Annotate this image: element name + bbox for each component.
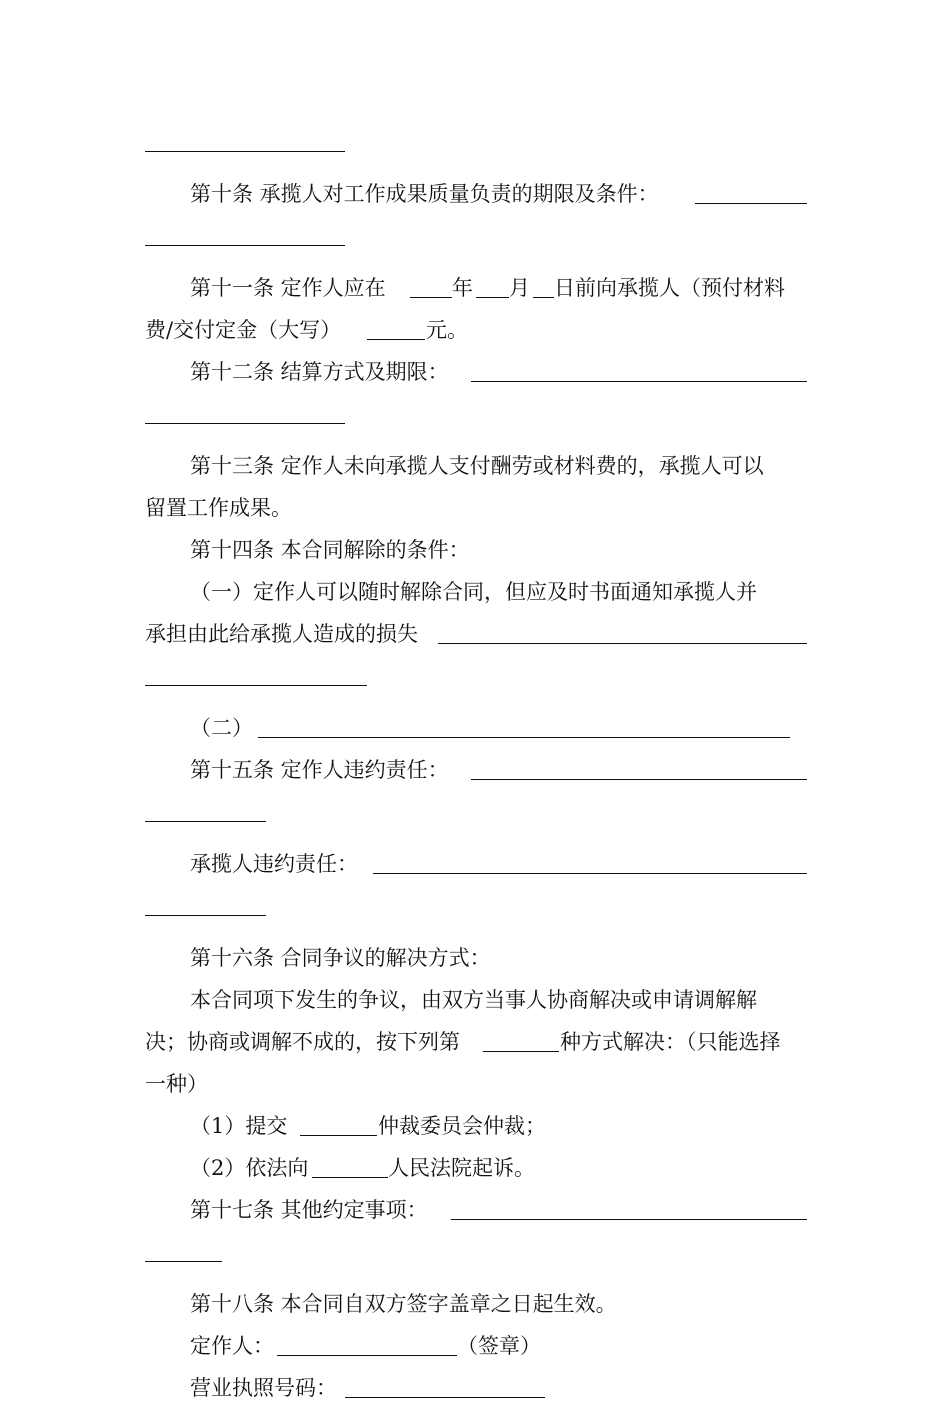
clause-16-para-3 xyxy=(145,1061,807,1103)
clause-12-text: 第十二条 结算方式及期限： xyxy=(190,360,449,384)
fill-blank[interactable] xyxy=(367,339,425,340)
party-label: 定作人： xyxy=(190,1334,274,1358)
clause-15 xyxy=(145,747,807,789)
clause-14-item-1-blank xyxy=(145,653,807,695)
option-2-text-2: 人民法院起诉。 xyxy=(388,1156,535,1180)
clause-13-cont xyxy=(145,485,807,527)
clause-15-text: 第十五条 定作人违约责任： xyxy=(190,758,449,782)
clause-15-b-text: 承揽人违约责任： xyxy=(190,852,358,876)
fill-blank[interactable] xyxy=(471,381,807,382)
clause-11 xyxy=(145,255,807,307)
clause-17-cont xyxy=(145,1229,807,1271)
clause-13-text: 第十三条 定作人未向承揽人支付酬劳或材料费的，承揽人可以 xyxy=(190,454,764,478)
license-label: 营业执照号码： xyxy=(190,1376,337,1400)
fill-blank[interactable] xyxy=(145,915,266,916)
fill-blank[interactable] xyxy=(483,1051,559,1052)
party-name-field[interactable] xyxy=(277,1355,457,1356)
clause-12 xyxy=(145,349,807,391)
fill-blank[interactable] xyxy=(373,873,807,874)
option-1-text-2: 仲裁委员会仲裁； xyxy=(378,1114,546,1138)
option-2-text: （2）依法向 xyxy=(190,1156,309,1180)
clause-11-text-3: 费/交付定金（大写） xyxy=(145,318,342,342)
clause-13 xyxy=(145,433,807,485)
clause-17-text: 第十七条 其他约定事项： xyxy=(190,1198,428,1222)
fill-blank[interactable] xyxy=(695,203,807,204)
clause-18 xyxy=(145,1271,807,1323)
clause-11-text: 第十一条 定作人应在 xyxy=(190,276,386,300)
fill-blank[interactable] xyxy=(300,1135,377,1136)
clause-16-text-5: 一种） xyxy=(145,1072,208,1096)
fill-blank[interactable] xyxy=(145,151,345,152)
clause-14-item-2-text: （二） xyxy=(190,716,253,740)
fill-blank[interactable] xyxy=(476,297,509,298)
clause-13-text-2: 留置工作成果。 xyxy=(145,496,292,520)
clause-16-para-2 xyxy=(145,1019,807,1061)
clause-16-text: 第十六条 合同争议的解决方式： xyxy=(190,946,491,970)
clause-11-text-4: 元。 xyxy=(426,318,468,342)
clause-18-text: 第十八条 本合同自双方签字盖章之日起生效。 xyxy=(190,1292,617,1316)
clause-16-option-2 xyxy=(145,1145,807,1187)
clause-11-cont xyxy=(145,307,807,349)
license-line xyxy=(145,1365,807,1407)
fill-blank[interactable] xyxy=(145,821,266,822)
clause-11-year: 年 xyxy=(452,276,473,300)
fill-blank[interactable] xyxy=(145,423,345,424)
clause-16-para-1 xyxy=(145,977,807,1019)
clause-10 xyxy=(145,161,807,213)
clause-14-text: 第十四条 本合同解除的条件： xyxy=(190,538,470,562)
clause-11-month: 月 xyxy=(509,276,530,300)
clause-16-text-4: 种方式解决：（只能选择 xyxy=(560,1030,781,1054)
blank-line-top xyxy=(145,119,807,161)
fill-blank[interactable] xyxy=(145,1261,222,1262)
clause-15-cont xyxy=(145,789,807,831)
clause-16-option-1 xyxy=(145,1103,807,1145)
clause-14 xyxy=(145,527,807,569)
clause-16 xyxy=(145,925,807,977)
clause-11-text-2: 日前向承揽人（预付材料 xyxy=(554,276,785,300)
fill-blank[interactable] xyxy=(533,297,554,298)
license-number-field[interactable] xyxy=(345,1397,545,1398)
fill-blank[interactable] xyxy=(410,297,452,298)
clause-14-item-1-text: （一）定作人可以随时解除合同，但应及时书面通知承揽人并 xyxy=(190,580,757,604)
clause-10-cont xyxy=(145,213,807,255)
fill-blank[interactable] xyxy=(145,245,345,246)
clause-12-cont xyxy=(145,391,807,433)
clause-16-text-2: 本合同项下发生的争议，由双方当事人协商解决或申请调解解 xyxy=(190,988,757,1012)
fill-blank[interactable] xyxy=(438,643,807,644)
clause-15-b-cont xyxy=(145,883,807,925)
clause-16-text-3: 决；协商或调解不成的，按下列第 xyxy=(145,1030,460,1054)
fill-blank[interactable] xyxy=(312,1177,388,1178)
clause-17 xyxy=(145,1187,807,1229)
fill-blank[interactable] xyxy=(471,779,807,780)
clause-10-text: 第十条 承揽人对工作成果质量负责的期限及条件： xyxy=(190,182,659,206)
clause-14-item-1-cont xyxy=(145,611,807,653)
contract-body xyxy=(145,119,807,1407)
clause-15-b xyxy=(145,831,807,883)
party-line xyxy=(145,1323,807,1365)
clause-14-item-1 xyxy=(145,569,807,611)
clause-14-item-2 xyxy=(145,695,807,747)
seal-label: （签章） xyxy=(457,1334,541,1358)
fill-blank[interactable] xyxy=(451,1219,807,1220)
option-1-text: （1）提交 xyxy=(190,1114,288,1138)
fill-blank[interactable] xyxy=(145,685,367,686)
clause-14-item-1-text-2: 承担由此给承揽人造成的损失 xyxy=(145,622,418,646)
fill-blank[interactable] xyxy=(258,737,790,738)
